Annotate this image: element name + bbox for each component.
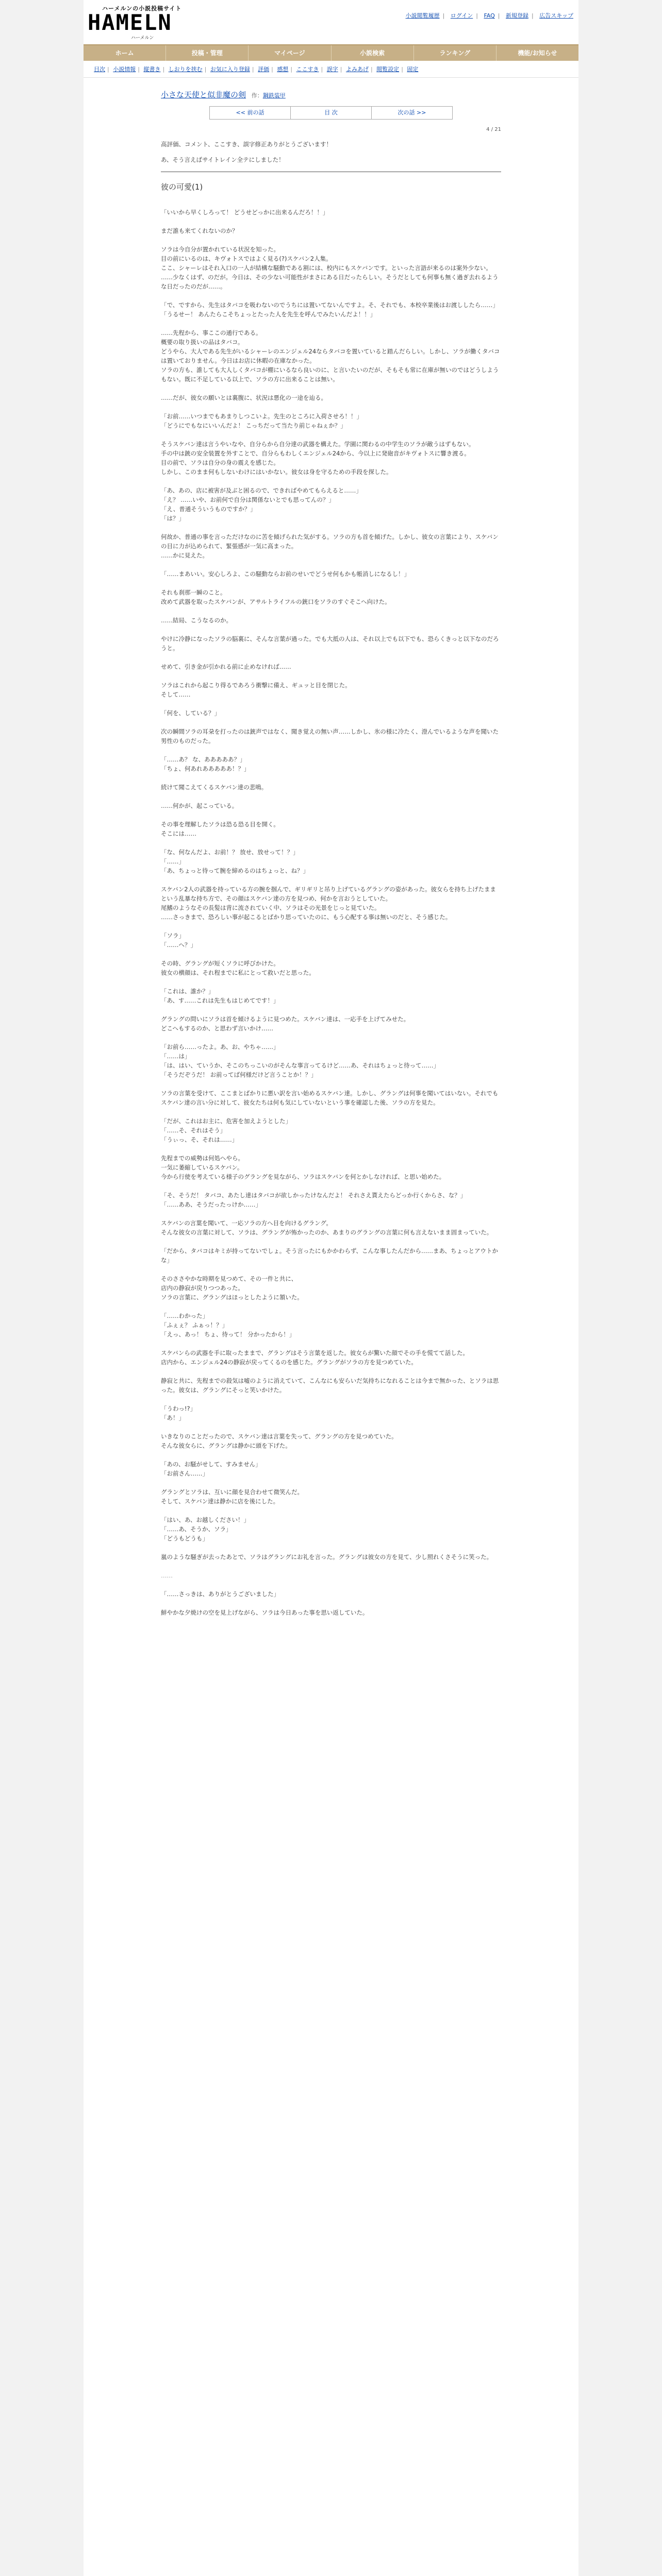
- subnav-info[interactable]: 小説情報: [113, 66, 136, 73]
- site-logo[interactable]: [87, 3, 190, 40]
- chapter-pager: [209, 106, 453, 120]
- body-paragraph: まだ誰も来てくれないのか？: [161, 227, 238, 234]
- body-paragraph: 先程までの威勢は何処へやら。 一気に萎縮しているスケバン。 今から行使を考えている様子のグラングを見ながら、ソラはスケバンを何とかしなければ、と思い始めた。: [161, 1154, 445, 1180]
- body-paragraph: 「だから、タバコはキミが持ってないでしょ。そう言ったにもかかわらず、こんな事したんだから……まあ、ちょっとアウトかな」: [161, 1247, 498, 1264]
- body-paragraph: スケバンの言葉を聞いて、一応ソラの方へ目を向けるグラング。 そんな彼女の言葉に対して、ソラは、グラングが怖かったのか、あまりのグラングの言葉に何も言えないまま固まっていた。: [161, 1219, 493, 1236]
- logo-brand: HAMELN: [88, 10, 172, 35]
- body-paragraph: 「……まあいい。安心しろよ、この騒動ならお前のせいでどうせ何もかも帳消しになるし！」: [161, 570, 410, 578]
- subnav-fix[interactable]: 固定: [407, 66, 419, 73]
- body-paragraph: ……先程から、事ここの通行である。 概要の取り扱いの品はタバコ。 どうやら、大人である先生がいるシャーレのエンジェル24ならタバコを置いていると踏んだらしい。しかし、ソラが働くタバコは置いておりません。今日はお店に休暇の在庫なかった。 ソラの方も、誰しても大人しくタバコが棚にいるなら良いのに、と言いたいのだが、そもそも常に在庫が無いのではどうしようもない。既に不足している以上で、ソラの方に出来ることは無い。: [161, 329, 500, 383]
- subnav-favorite[interactable]: お気に入り登録: [210, 66, 250, 73]
- body-paragraph: 「何を、している？」: [161, 709, 220, 717]
- body-paragraph: 「そ、そうだ！ タバコ、あたし達はタバコが欲しかったけなんだよ！ それさえ貰えたらどっか行くからさ、な？」 「……ああ、そうだったっけか……」: [161, 1191, 467, 1208]
- body-paragraph: 嵐のような騒ぎが去ったあとで、ソラはグラングにお礼を言った。グラングは彼女の方を見て、少し照れくさそうに笑った。: [161, 1553, 493, 1561]
- logo-sub: ハーメルン: [131, 36, 154, 41]
- body-paragraph: 「お前……いつまでもあまりしつこいよ。先生のところに入荷させろ！！」 「どうにでもなにいいんだよ！ こっちだって当たり前じゃねぇか？」: [161, 412, 362, 429]
- novel-title-row: [161, 89, 501, 100]
- body-paragraph: 「……さっきは、ありがとうございました」: [161, 1590, 279, 1598]
- ad-skip-link[interactable]: 広告スキップ: [539, 12, 573, 19]
- faq-link[interactable]: FAQ: [484, 12, 495, 19]
- preface: [161, 140, 501, 164]
- body-paragraph: ……結局、こうなるのか。: [161, 616, 232, 624]
- body-paragraph: そうスケバン達は言うやいなや、自分らから自分達の武器を構えた。学園に関わるの中学生のソラが敵うはずもない。 手の中は銃の安全装置を外すことで、自分らもわしくエンジェル24から、今以上に発砲音がキヴォトスに響き渡る。 目の前で、ソラは自分の身の震えを感じた。 しかし、このまま何もしないわけにはいかない。彼女は身を守るための手段を探した。: [161, 440, 475, 476]
- register-link[interactable]: 新規登録: [506, 12, 528, 19]
- body-paragraph: 「だが、これはお主に、危害を加えようとした」 「……そ、それはそう」 「うぃっ、そ、それは……」: [161, 1117, 291, 1143]
- body-paragraph: 「うわっ!?」 「あ！」: [161, 1404, 196, 1421]
- body-paragraph: 「で、ですから、先生はタバコを吸わないのでうちには置いてないんですよ。そ、それでも、本校卒業後はお渡ししたら……」 「うるせー！ あんたらこそちょっとたった人を先生を呼んでみたいんだよ！！」: [161, 301, 499, 318]
- subnav-vertical[interactable]: 縦書き: [143, 66, 161, 73]
- body-paragraph: やけに冷静になったソラの脳裏に、そんな言葉が過った。でも大抵の人は、それ以上でも以下でも、恐らくきっと以下なのだろうと。: [161, 635, 499, 652]
- body-paragraph: ソラはこれから起こり得るであろう衝撃に備え、ギュッと目を閉じた。 そして……: [161, 681, 351, 698]
- toc-button[interactable]: 目 次: [291, 107, 372, 119]
- body-paragraph: それも刹那一瞬のこと。 改めて武器を取ったスケバンが、アサルトライフルの銃口をソラのすぐそこへ向けた。: [161, 588, 391, 605]
- top-links: 小説閲覧履歴 | ログイン | FAQ | 新規登録 | 広告スキップ: [405, 12, 573, 19]
- body-paragraph: 続けて聞こえてくるスケバン達の悲鳴。: [161, 783, 268, 791]
- subnav-bookmark[interactable]: しおりを挟む: [168, 66, 203, 73]
- body-paragraph: 「……あ？ な、あああああ？」 「ちょ、何あれあああああ！？」: [161, 755, 250, 772]
- subnav-rate[interactable]: 評価: [258, 66, 270, 73]
- body-paragraph: スケバン2人の武器を持っている方の腕を掴んで、ギリギリと吊り上げているグラングの姿があった。彼女らを持ち上げたままという乱暴な持ち方で、その顔はスケバン達の方を見つめ、何かを言おうとしていた。 尾鰭のようなその長髪は背に流されていく中、ソラはその光景をじっと見ていた。 ……さっきまで、恐ろしい事が起こるとばかり思っていたのに、もう心配する事は無いのだと、そう感じた。: [161, 885, 496, 921]
- subnav-review[interactable]: 感想: [277, 66, 289, 73]
- body-paragraph: 「あ、あの、店に被害が及ぶと困るので、できればやめてもらえると……」 「え？ ……いや、お前何で自分は関係ないとでも思ってんの？」 「え、普通そういうものですか？」 「は？」: [161, 486, 362, 522]
- novel-title-link[interactable]: 小さな天使と似非魔の剣: [161, 90, 246, 99]
- body-paragraph: ソラの言葉を受けて、ここまとばかりに悪い訳を言い始めるスケバン達。しかし、グラングは何事を聞いてはいない。それでもスケバン達の言い分に対して、彼女たちは何も気にしていないという事を確認した後、ソラの方を見た。: [161, 1089, 499, 1106]
- author-link[interactable]: 鋼鉄装甲: [262, 92, 286, 99]
- body-paragraph: ……何かが、起こっている。: [161, 802, 238, 809]
- subnav-read-aloud[interactable]: よみあげ: [345, 66, 369, 73]
- body-paragraph: 「あの、お騒がせして、すみません」 「お前さん……」: [161, 1460, 261, 1477]
- subnav-kokosuki[interactable]: ここすき: [296, 66, 319, 73]
- logo-tagline: ハーメルンの小説投稿サイト: [102, 5, 182, 12]
- subnav-settings[interactable]: 閲覧設定: [376, 66, 400, 73]
- nav-features[interactable]: 機能/お知らせ: [518, 49, 557, 57]
- body-paragraph: その事を理解したソラは恐る恐る目を開く。 そこには……: [161, 820, 279, 837]
- body-paragraph: スケバンらの武器を手に取ったままで、グラングはそう言葉を返した。彼女らが驚いた顔でその手を慌てて話した。 店内から、エンジェル24の静寂が戻ってくるのを感じた。グラングがソラの方を見つめていた。: [161, 1349, 469, 1366]
- main-content: [161, 78, 501, 1617]
- body-paragraph: 「ソラ」 「……へ？」: [161, 931, 196, 948]
- subnav-typo[interactable]: 誤字: [326, 66, 338, 73]
- nav-search[interactable]: 小説検索: [332, 45, 414, 61]
- nav-home[interactable]: ホーム: [84, 45, 166, 61]
- body-paragraph: そのささやかな時期を見つめて、その一件と共に、 店内の静寂が戻りつつあった。 ソラの言葉に、グラングはほっとしたように頷いた。: [161, 1275, 303, 1301]
- body-paragraph: 「な、何なんだよ、お前！？ 放せ、放せって！？」 「……」 「あ、ちょっと待って腕を締めるのはちょっと、ね？」: [161, 848, 309, 874]
- body-paragraph: ソラは今自分が置かれている状況を知った。 目の前にいるのは、キヴォトスではよく見る(?)スケバン2人集。 ここ、シャーレはそれ入口の一人が結構な騒動である割には、校内にもスケバンです。といった言語が来るのは案外少ない。 ……少なくはず、のだが。今日は、その少ない可能性がまさにある日だったらしい。そうだとしても何事も無く過ぎ去れるような日だったのだが……。: [161, 245, 499, 290]
- body-paragraph: 「はい、あ、お越しください！」 「……あ、そうか、ソラ」 「どうもどうも」: [161, 1516, 250, 1542]
- body-paragraph: 「……わかった」 「ふぇぇ？ ふぁっ！？」 「えっ、あっ！ ちょ、待って！ 分かったから！」: [161, 1312, 295, 1338]
- chapter-body: [161, 208, 501, 1617]
- nav-mypage[interactable]: マイページ: [249, 45, 331, 61]
- chapter-counter: 4 / 21: [486, 127, 501, 132]
- body-paragraph: グラングの問いにソラは首を傾けるように見つめた。スケバン達は、一応手を上げてみせた。 どこへもするのか、と思わず言いかけ……: [161, 1015, 410, 1032]
- history-link[interactable]: 小説閲覧履歴: [405, 12, 440, 19]
- page: [84, 0, 578, 2576]
- body-paragraph: 「いいから早くしろって！ どうせどっかに出来るんだろ！！」: [161, 208, 329, 216]
- next-chapter-button[interactable]: 次の話 >>: [398, 109, 426, 116]
- body-paragraph: ……だが、彼女の願いとは裏腹に、状況は悪化の一途を辿る。: [161, 394, 327, 401]
- preface-line: 高評価、コメント、ここすき、誤字修正ありがとうございます！: [161, 141, 333, 148]
- body-paragraph: 何故か、普通の事を言っただけなのに苦を傾げられた気がする。ソラの方も首を傾げた。しかし、彼女の言葉により、スケバンの目に力が込められて、緊張感が一気に高まった。 ……かに見えた。: [161, 533, 499, 559]
- preface-line: あ、そう言えばサイトレイン全テにしました！: [161, 156, 285, 163]
- login-link[interactable]: ログイン: [450, 12, 473, 19]
- body-paragraph: ……: [161, 1571, 173, 1579]
- body-paragraph: その時、グラングが短くソラに呼びかけた。 彼女の横顔は、それ程までに私にとって救いだと思った。: [161, 959, 315, 976]
- body-paragraph: いきなりのことだったので、スケバン達は言葉を失って、グラングの方を見つめていた。 そんな彼女らに、グラングは静かに頭を下げた。: [161, 1432, 398, 1449]
- body-paragraph: せめて、引き金が引かれる前に止めなければ……: [161, 663, 291, 670]
- author-label: 作：鋼鉄装甲: [251, 92, 286, 99]
- body-paragraph: グラングとソラは、互いに顔を見合わせて微笑んだ。 そして、スケバン達は静かに店を後にした。: [161, 1488, 303, 1505]
- novel-subnav: 目次 | 小説情報 | 縦書き | しおりを挟む | お気に入り登録 | 評価 | 感想 | ここすき | 誤字 | よみあげ | 閲覧設定 | 固定: [84, 61, 578, 78]
- global-nav: [84, 44, 578, 61]
- nav-ranking[interactable]: ランキング: [414, 45, 496, 61]
- body-paragraph: 次の瞬間ソラの耳朶を打ったのは銃声ではなく、聞き覚えの無い声……しかし、氷の様に冷たく、澄んでいるような声を聞いた男性のものだった。: [161, 727, 499, 744]
- body-paragraph: 「お前ら……ったよ。あ、お、やちゃ……」 「……は」 「は、はい、ていうか、そこのちっこいのがそんな事言ってるけど……あ、それはちょっと待って……」 「そうだぞうだ！ お前ってば何様だけど言うことか！？」: [161, 1043, 440, 1078]
- body-paragraph: 鮮やかな夕焼けの空を見上げながら、ソラは今日あった事を思い返していた。: [161, 1608, 369, 1616]
- prev-chapter-button[interactable]: << 前の話: [210, 107, 291, 119]
- nav-manage[interactable]: 投稿・管理: [166, 45, 249, 61]
- body-paragraph: 静寂と共に、先程までの殺気は嘘のように消えていて、こんなにも安らいだ気持ちになれることは今まで無かった、とソラは思った。彼女は、グラングにそっと笑いかけた。: [161, 1377, 499, 1394]
- chapter-title: 彼の可愛(1): [161, 182, 203, 192]
- subnav-toc[interactable]: 目次: [94, 66, 105, 73]
- site-header: [84, 0, 578, 44]
- body-paragraph: 「これは、誰か？」 「あ、す……これは先生もはじめてです！」: [161, 987, 279, 1004]
